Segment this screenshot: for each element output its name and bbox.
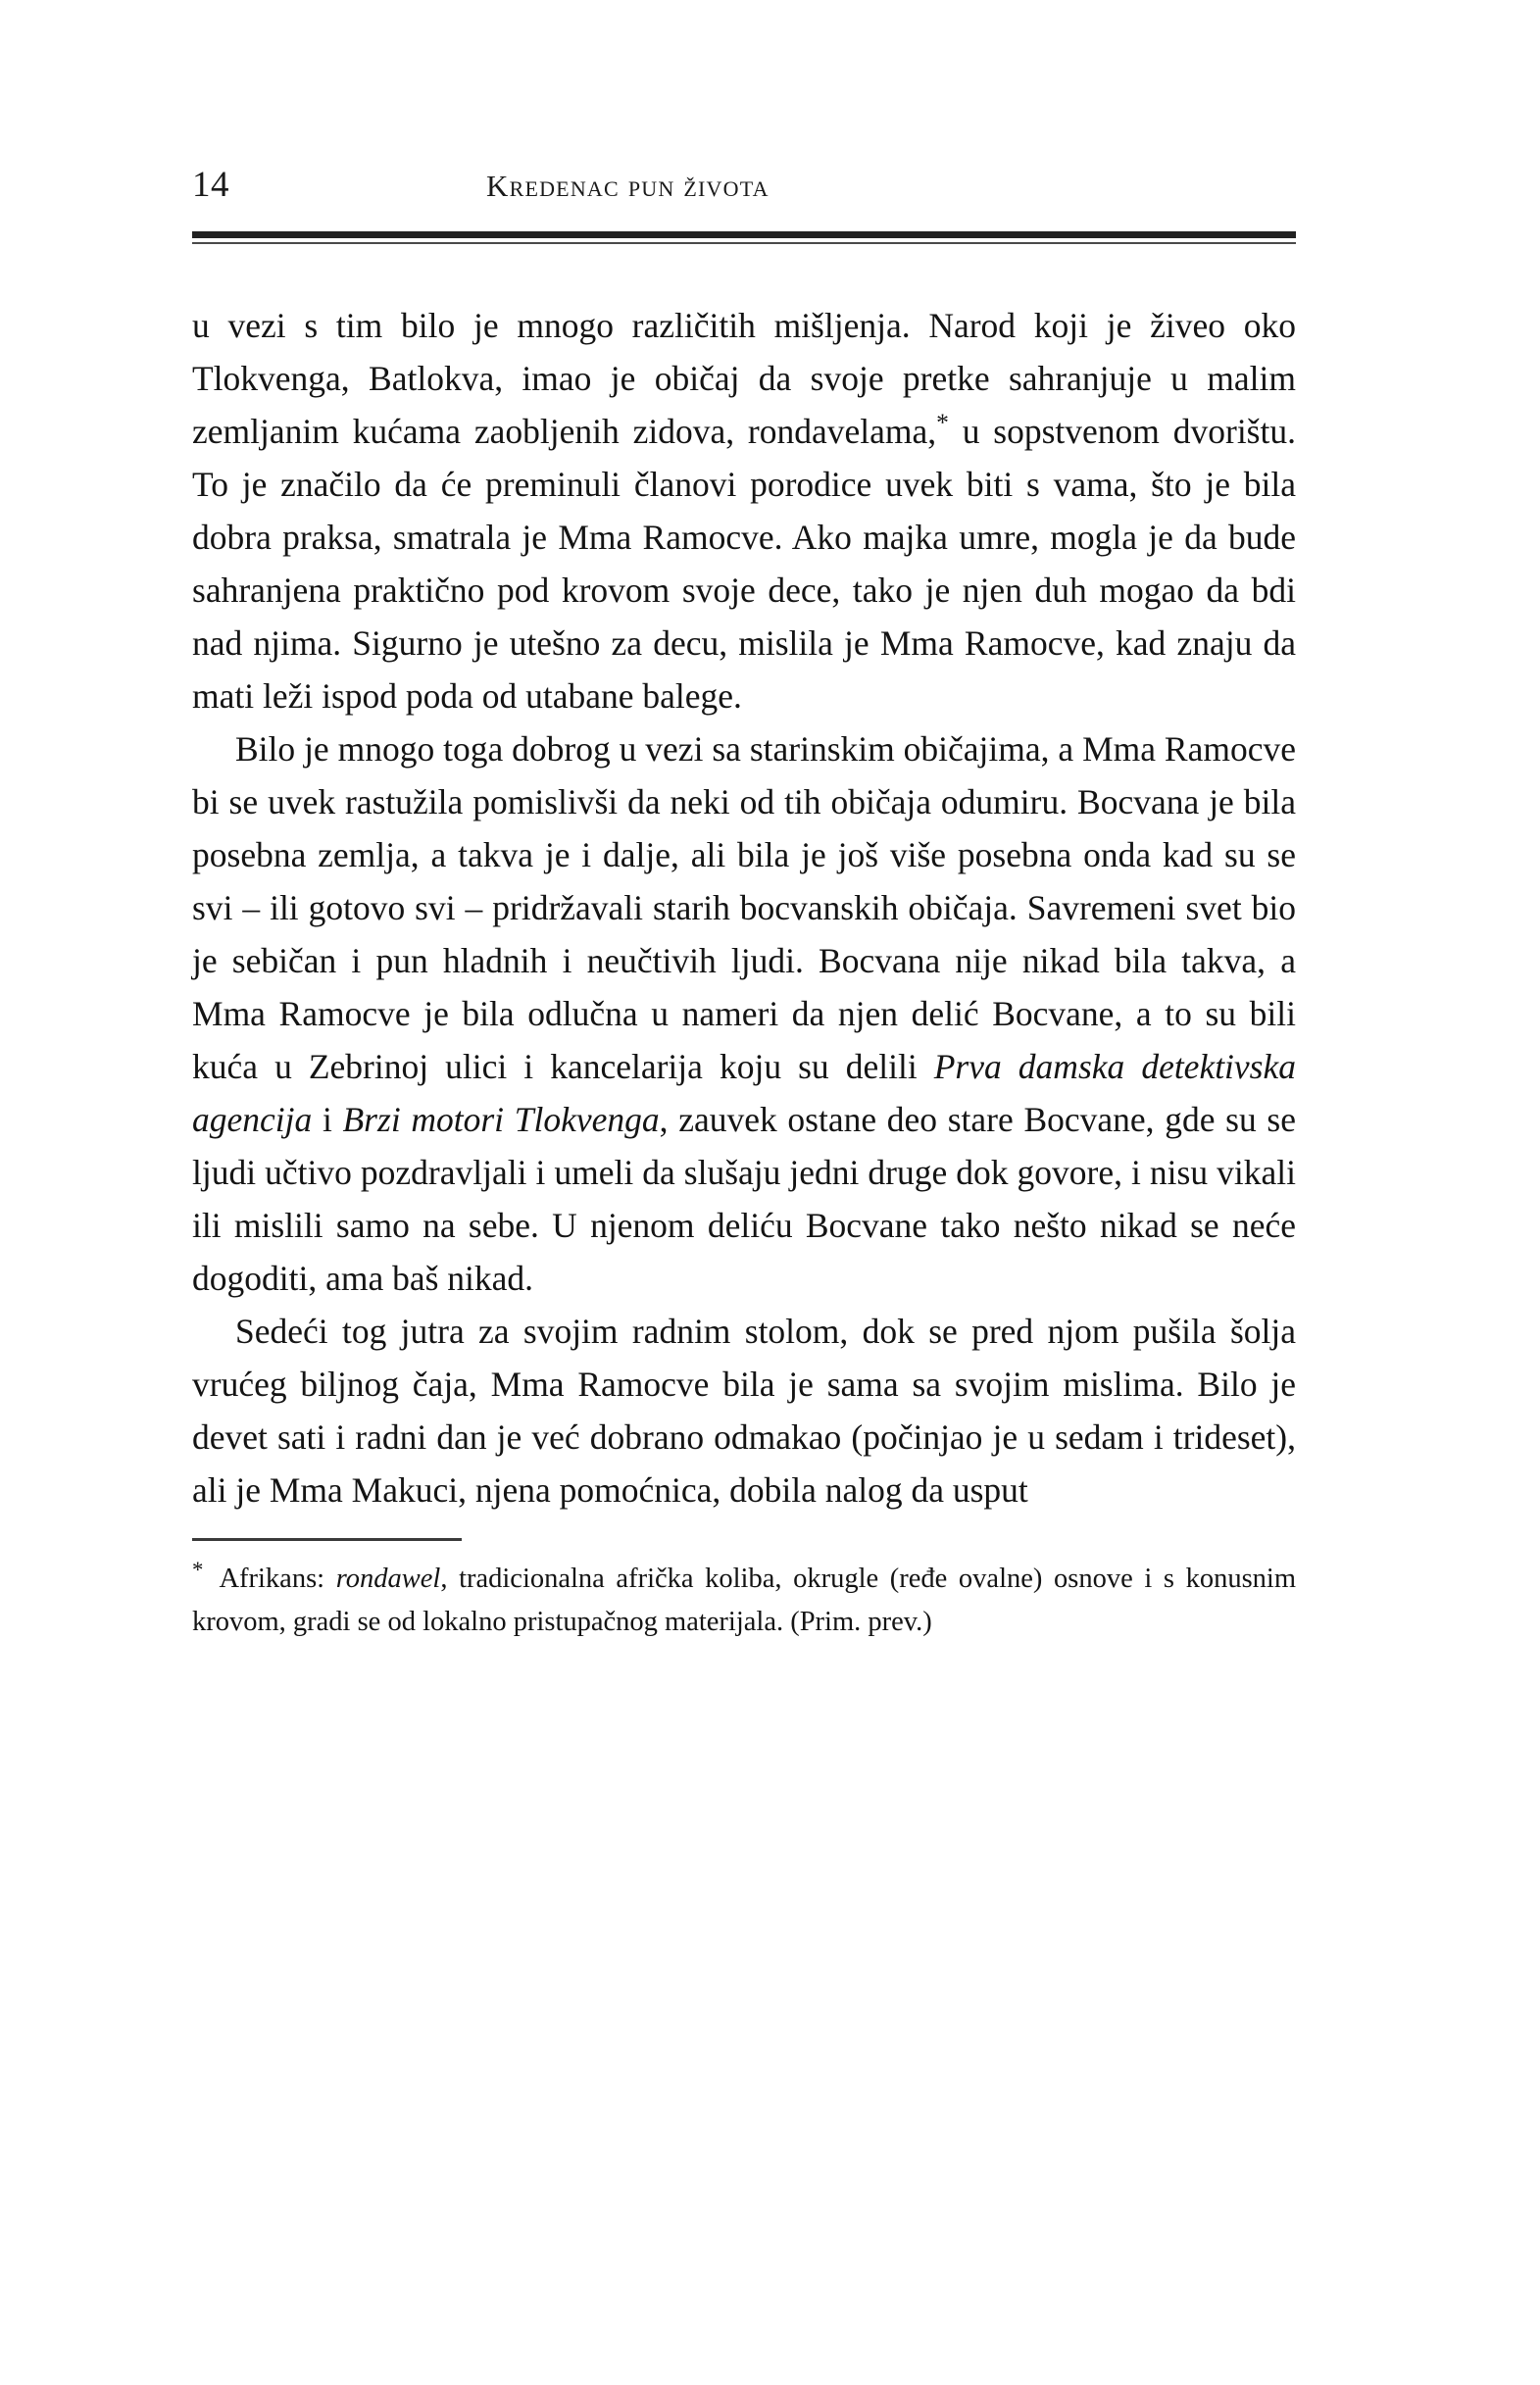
italic-run: Prva damska detektivska agencija xyxy=(192,1047,1297,1139)
header-rule-thick xyxy=(192,231,1296,238)
footnote-marker: * xyxy=(936,408,949,437)
footnote-marker: * xyxy=(192,1557,204,1582)
header-rule-thin xyxy=(192,242,1296,244)
body-paragraph xyxy=(192,722,1296,1305)
body-paragraph xyxy=(192,1305,1296,1516)
text-run: Afrikans: xyxy=(209,1564,336,1594)
footnote-separator-rule xyxy=(192,1538,462,1541)
italic-run: Brzi motori Tlokvenga xyxy=(342,1100,660,1139)
text-run: Bilo je mnogo toga dobrog u vezi sa starinskim običajima, a Mma Ramocve bi se uvek rastužila pomislivši da neki od tih običaja odumiru. Bocvana je bila posebna zemlja, a takva je i dalje, ali bila je još više posebna onda kad su se svi – ili gotovo svi – pridržavali starih bocvanskih običaja. Savremeni svet bio je sebičan i pun hladnih i neučtivih ljudi. Bocvana nije nikad bila takva, a Mma Ramocve je bila odlučna u nameri da njen delić Bocvane, a to su bili kuća u Zebrinoj ulici i kancelarija koju su delili xyxy=(192,729,1296,1086)
italic-run: rondawel xyxy=(335,1564,441,1594)
page-number: 14 xyxy=(192,165,229,205)
text-run: i xyxy=(312,1100,343,1139)
body-paragraph xyxy=(192,299,1296,722)
running-head-title: Kredenac pun života xyxy=(486,169,770,203)
text-run: Sedeći tog jutra za svojim radnim stolom, dok se pred njom pušila šolja vrućeg biljnog čaja, Mma Ramocve bila je sama sa svojim mislima. Bilo je devet sati i radni dan je već dobrano odmakao (počinjao je u sedam i trideset), ali je Mma Makuci, njena pomoćnica, dobila nalog da usput xyxy=(192,1312,1296,1510)
text-run: , zauvek ostane deo stare Bocvane, gde su se ljudi učtivo pozdravljali i umeli da slušaju jedni druge dok govore, i nisu vikali ili mislili samo na sebe. U njenom deliću Bocvane tako nešto nikad se neće dogoditi, ama baš nikad. xyxy=(192,1100,1296,1298)
footnote-text xyxy=(192,1558,1296,1644)
text-run: u sopstvenom dvorištu. To je značilo da će preminuli članovi porodice uvek biti s vama, što je bila dobra praksa, smatrala je Mma Ramocve. Ako majka umre, mogla je da bude sahranjena praktično pod krovom svoje dece, tako je njen duh mogao da bdi nad njima. Sigurno je utešno za decu, mislila je Mma Ramocve, kad znaju da mati leži ispod poda od utabane balege. xyxy=(192,412,1296,716)
text-run: u vezi s tim bilo je mnogo različitih mišljenja. Narod koji je živeo oko Tlokvenga, Batlokva, imao je običaj da svoje pretke sahranjuje u malim zemljanim kućama zaobljenih zidova, rondavelama, xyxy=(192,306,1296,451)
body-text xyxy=(192,299,1296,1516)
footnote-paragraph xyxy=(192,1558,1296,1644)
running-header xyxy=(192,167,1296,218)
page-content xyxy=(192,167,1296,1644)
text-run: , tradicionalna afrička koliba, okrugle (ređe ovalne) osnove i s konusnim krovom, gradi se od lokalno pristupačnog materijala. (Prim. prev.) xyxy=(192,1564,1296,1637)
